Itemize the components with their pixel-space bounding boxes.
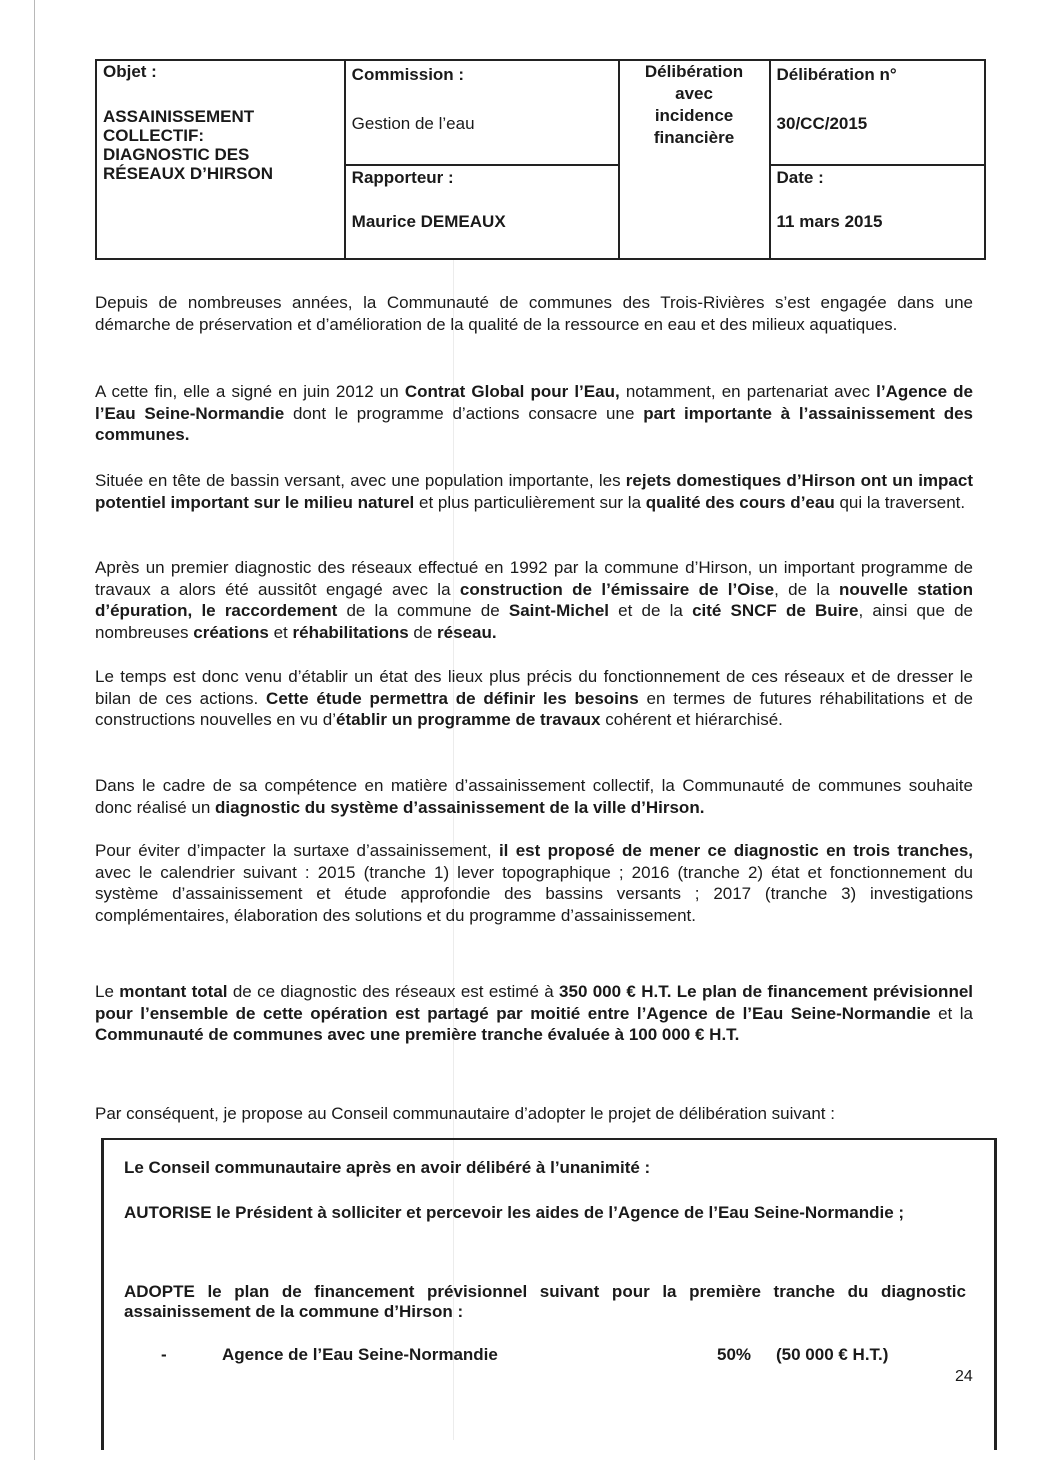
financing-name: Agence de l’Eau Seine-Normandie bbox=[222, 1345, 498, 1364]
rapporteur-label: Rapporteur : bbox=[351, 168, 454, 187]
financing-percent: 50% bbox=[717, 1345, 752, 1364]
paragraph-proposition bbox=[95, 1103, 973, 1125]
bold-text-run: réseau. bbox=[437, 622, 497, 642]
objet-subject-line: COLLECTIF: bbox=[103, 126, 205, 145]
bold-text-run: construction de l’émissaire de l’Oise bbox=[459, 579, 775, 599]
bold-text-run: cité SNCF de Buire bbox=[692, 601, 859, 620]
text-run: de la commune de bbox=[337, 601, 509, 620]
bold-text-run: réhabilitations bbox=[292, 622, 409, 642]
text-run: A cette fin, elle a signé en juin 2012 un bbox=[95, 382, 405, 401]
paragraph-montant bbox=[95, 981, 973, 1046]
bold-text-run: créations bbox=[193, 622, 269, 642]
deliberation-kind-line: incidence bbox=[654, 106, 734, 125]
text-run: Par conséquent, je propose au Conseil communautaire d’adopter le projet de délibération suivant : bbox=[95, 1104, 835, 1123]
decision-box bbox=[101, 1138, 997, 1450]
deliberation-kind-line: avec bbox=[675, 84, 713, 103]
text-run: notamment, en partenariat avec bbox=[619, 382, 877, 401]
commission-cell bbox=[345, 60, 619, 165]
objet-cell bbox=[96, 60, 345, 259]
paragraph-historique bbox=[95, 557, 973, 643]
text-run: et la bbox=[930, 1003, 973, 1023]
bold-text-run: 350 000 € H.T. Le plan de financement prévisionnel pour l’ensemble de cette opération est partagé par moitié entre l’Agence de l’Eau Seine-Normandie bbox=[95, 982, 974, 1023]
bold-text-run: l’Agence de l’Eau Seine-Normandie bbox=[95, 382, 973, 423]
text-run: et de la bbox=[609, 601, 693, 620]
bold-text-run: nouvelle station d’épuration, le raccordement bbox=[95, 579, 973, 620]
decision-intro: Le Conseil communautaire après en avoir délibéré à l’unanimité : bbox=[124, 1158, 651, 1177]
rapporteur-cell bbox=[345, 165, 619, 259]
bold-text-run: il est proposé de mener ce diagnostic en trois tranches, bbox=[498, 841, 973, 860]
date-cell bbox=[770, 165, 985, 259]
deliberation-kind-line: financière bbox=[653, 128, 735, 147]
objet-subject-line: ASSAINISSEMENT bbox=[103, 107, 255, 126]
text-run: qui la traversent. bbox=[834, 492, 966, 512]
text-run: et bbox=[268, 622, 293, 642]
text-run: Le bbox=[95, 982, 120, 1001]
text-run: Le temps est donc venu d’établir un état des lieux plus précis du fonctionnement de ces réseaux et de dresser le bilan de ces actions. bbox=[95, 667, 973, 708]
deliberation-number-cell bbox=[770, 60, 985, 165]
bold-text-run: Saint-Michel bbox=[508, 601, 609, 620]
text-run: Pour éviter d’impacter la surtaxe d’assainissement, bbox=[95, 841, 499, 860]
deliberation-kind-cell bbox=[619, 60, 770, 259]
commission-value: Gestion de l’eau bbox=[351, 114, 475, 133]
page-number: 24 bbox=[955, 1368, 973, 1385]
paragraph-context bbox=[95, 292, 973, 335]
text-run: dont le programme d’actions consacre une bbox=[284, 403, 644, 423]
decision-adopte: ADOPTE le plan de financement prévisionnel suivant pour la première tranche du diagnostic assainissement de la commune d’Hirson : bbox=[124, 1282, 966, 1321]
paragraph-tranches bbox=[95, 840, 973, 926]
text-run: Dans le cadre de sa compétence en matière d’assainissement collectif, la Communauté de communes souhaite donc réalisé un bbox=[95, 776, 973, 817]
rapporteur-value: Maurice DEMEAUX bbox=[351, 212, 506, 231]
text-run: Après un premier diagnostic des réseaux effectué en 1992 par la commune d’Hirson, un important programme de travaux a alors été aussitôt engagé avec la bbox=[95, 558, 973, 599]
bold-text-run: rejets domestiques d’Hirson ont un impact potentiel important sur le milieu naturel bbox=[95, 471, 973, 512]
financing-bullet: - bbox=[161, 1345, 167, 1364]
text-run: de bbox=[408, 622, 438, 642]
deliberation-number-label: Délibération n° bbox=[776, 65, 897, 84]
bold-text-run: Communauté de communes avec une première tranche évaluée à 100 000 € H.T. bbox=[95, 1025, 740, 1044]
financing-amount: (50 000 € H.T.) bbox=[776, 1345, 889, 1364]
objet-subject-line: RÉSEAUX D’HIRSON bbox=[103, 164, 274, 183]
paragraph-contrat-global bbox=[95, 381, 973, 446]
objet-subject-line: DIAGNOSTIC DES bbox=[103, 145, 250, 164]
text-run: cohérent et hiérarchisé. bbox=[600, 710, 783, 729]
bold-text-run: diagnostic du système d’assainissement de la ville d’Hirson. bbox=[215, 797, 705, 817]
objet-label: Objet : bbox=[103, 62, 157, 81]
text-run: avec le calendrier suivant : 2015 (tranche 1) lever topographique ; 2016 (tranche 2) état et fonctionnement du système d’assainissement et étude approfondie des bassins versants ; 2017 (tranche 3) investigations complémentaires, élaboration des solutions et du programme d’assainissement. bbox=[95, 862, 973, 925]
date-value: 11 mars 2015 bbox=[776, 212, 883, 231]
deliberation-kind-line: Délibération bbox=[644, 62, 744, 81]
text-run: en termes de futures réhabilitations et de constructions nouvelles en vu d’ bbox=[95, 688, 974, 729]
text-run: Depuis de nombreuses années, la Communauté de communes des Trois-Rivières s’est engagée dans une démarche de préservation et d’amélioration de la qualité de la ressource en eau et des milieux aquatiques. bbox=[95, 293, 973, 334]
bold-text-run: Contrat Global pour l’Eau, bbox=[404, 382, 620, 401]
deliberation-header-table bbox=[95, 59, 986, 260]
bold-text-run: établir un programme de travaux bbox=[335, 710, 601, 729]
paragraph-competence bbox=[95, 775, 973, 818]
deliberation-number-value: 30/CC/2015 bbox=[776, 114, 868, 133]
bold-text-run: qualité des cours d’eau bbox=[645, 492, 835, 512]
text-run: et plus particulièrement sur la bbox=[414, 492, 646, 512]
paragraph-rejets bbox=[95, 470, 973, 513]
text-run: Située en tête de bassin versant, avec une population importante, les bbox=[95, 471, 626, 490]
binding-margin-line bbox=[34, 0, 35, 1460]
bold-text-run: montant total bbox=[119, 982, 228, 1001]
paragraph-etude bbox=[95, 666, 973, 731]
bold-text-run: Cette étude permettra de définir les besoins bbox=[266, 688, 639, 708]
bold-text-run: part importante à l’assainissement des communes. bbox=[95, 403, 973, 444]
date-label: Date : bbox=[776, 168, 824, 187]
financing-row bbox=[104, 1345, 994, 1367]
text-run: , ainsi que de nombreuses bbox=[95, 601, 973, 642]
decision-autorise: AUTORISE le Président à solliciter et percevoir les aides de l’Agence de l’Eau Seine-Normandie ; bbox=[124, 1203, 905, 1222]
text-run: , de la bbox=[774, 579, 839, 599]
text-run: de ce diagnostic des réseaux est estimé à bbox=[227, 982, 560, 1001]
commission-label: Commission : bbox=[351, 65, 465, 84]
